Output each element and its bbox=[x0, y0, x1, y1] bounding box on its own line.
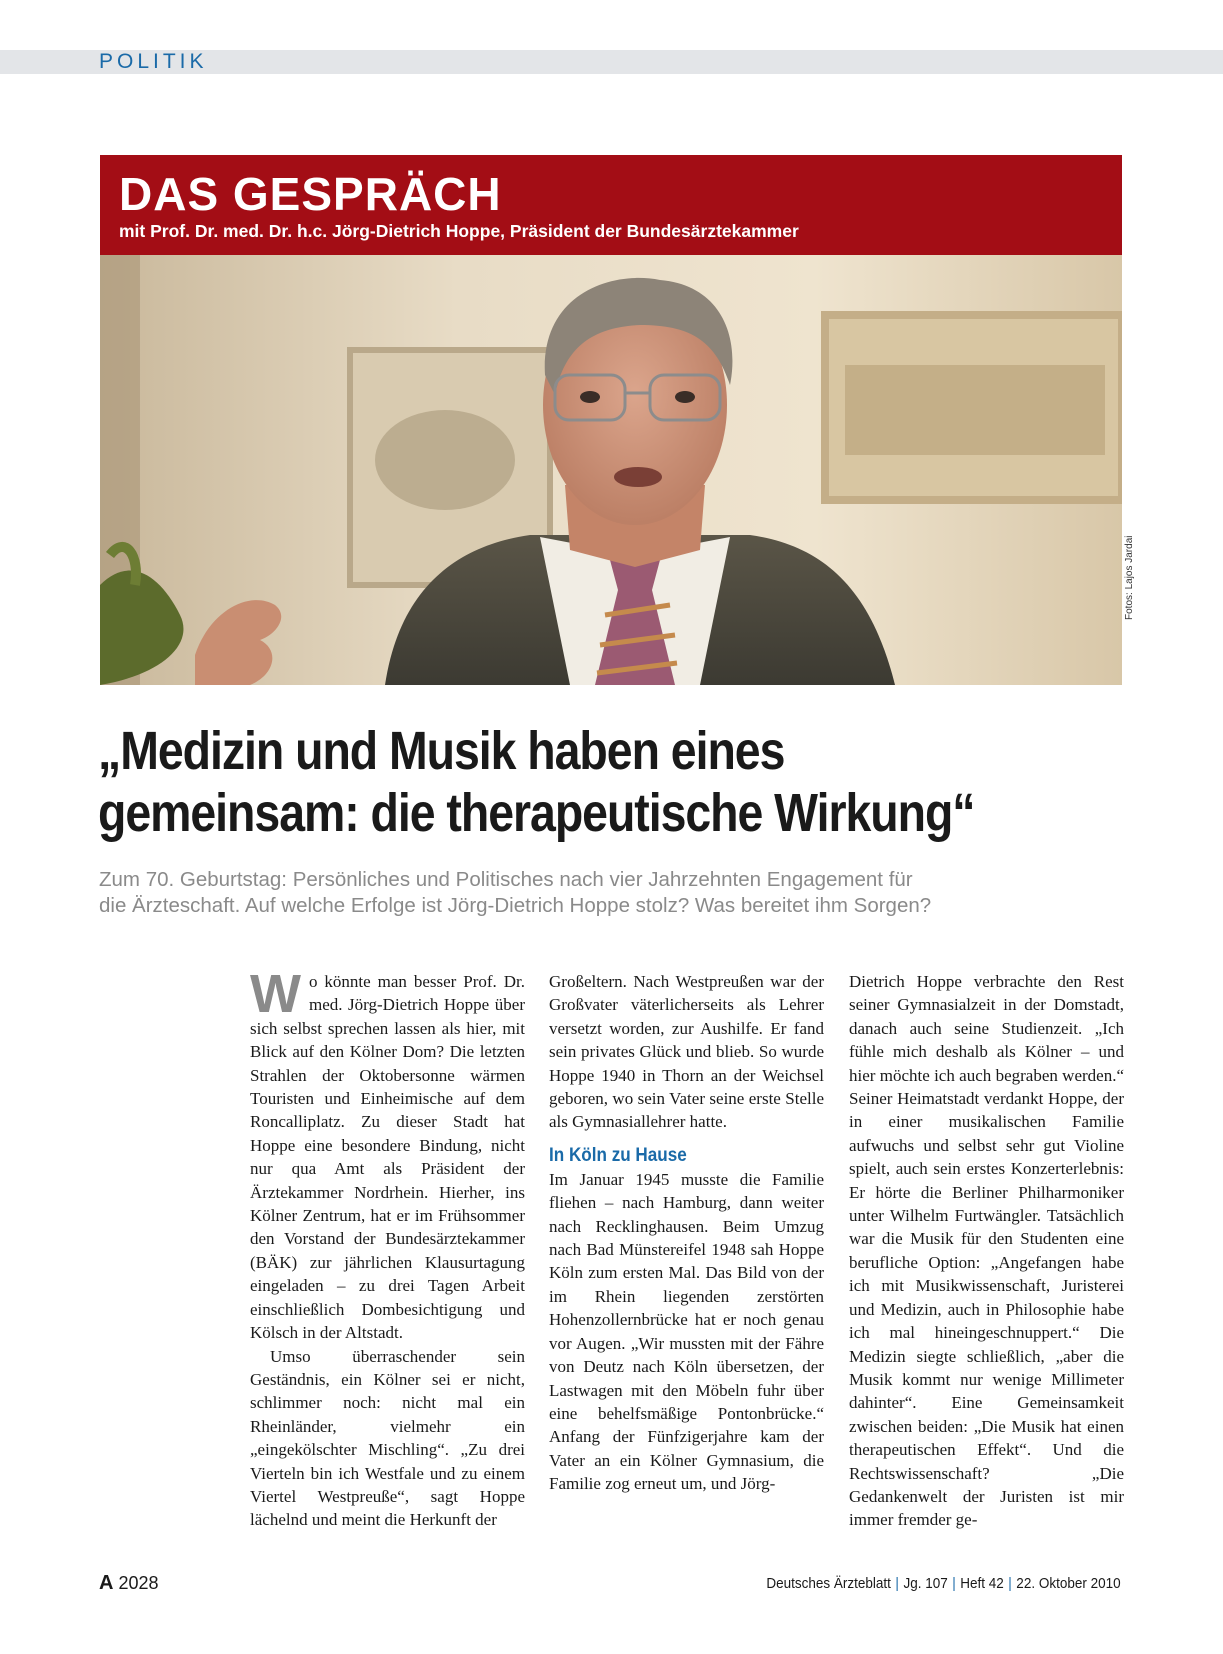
section-label: POLITIK bbox=[99, 50, 208, 73]
headline-line-2: gemeinsam: die therapeutische Wirkung“ bbox=[98, 783, 975, 843]
article-headline bbox=[98, 720, 1121, 844]
article-column-1 bbox=[250, 964, 525, 1532]
journal-date: 22. Oktober 2010 bbox=[1016, 1575, 1121, 1592]
section-subheading: In Köln zu Hause bbox=[549, 1144, 687, 1166]
journal-name: Deutsches Ärzteblatt bbox=[766, 1575, 892, 1592]
page-prefix: A bbox=[99, 1572, 114, 1594]
divider: | bbox=[1008, 1575, 1013, 1592]
page-number bbox=[99, 1572, 159, 1595]
drop-cap: W bbox=[250, 964, 301, 1024]
lede-line-2: die Ärzteschaft. Auf welche Erfolge ist Jörg-Dietrich Hoppe stolz? Was bereitet ihm Sorgen? bbox=[99, 894, 932, 917]
article-lede bbox=[99, 867, 1099, 919]
paragraph-text: o könnte man besser Prof. Dr. med. Jörg-Dietrich Hoppe über sich selbst sprechen lassen als hier, mit Blick auf den Kölner Dom? Die letzten Strahlen der Oktobersonne wärmen Touristen und Einheimische auf dem Roncalliplatz. Zu dieser Stadt hat Hoppe eine besondere Bindung, nicht nur qua Amt als Präsident der Ärztekammer Nordrhein. Hierher, ins Kölner Zentrum, hat er im Frühsommer den Vorstand der Bundesärztekammer (BÄK) zur jährlichen Klausurtagung eingeladen – zu drei Tagen Arbeit einschließlich Dombesichtigung und Kölsch in der Altstadt. bbox=[250, 972, 525, 1343]
lede-line-1: Zum 70. Geburtstag: Persönliches und Politisches nach vier Jahrzehnten Engagement für bbox=[99, 868, 913, 891]
journal-issue: Heft 42 bbox=[960, 1575, 1005, 1592]
paragraph: Umso überraschender sein Geständnis, ein Kölner sei er nicht, schlimmer noch: nicht mal ein Rheinländer, vielmehr ein „eingekölschter Mischling“. „Zu drei Vierteln bin ich Westfale und zu einem Viertel Westpreuße“, sagt Hoppe lächelnd und meint die Herkunft der bbox=[250, 1346, 525, 1530]
article-column-3 bbox=[849, 970, 1124, 1532]
article-column-2 bbox=[549, 970, 824, 1496]
paragraph: Dietrich Hoppe verbrachte den Rest seiner Gymnasialzeit in der Domstadt, danach auch seine Studienzeit. „Ich fühle mich deshalb als Kölner – und hier möchte ich auch begraben werden.“ Seiner Heimatstadt verdankt Hoppe, der in einer musikalischen Familie aufwuchs und selbst sehr gut Violine spielt, auch sein erstes Konzerterlebnis: Er hörte die Berliner Philharmoniker unter Wilhelm Furtwängler. Tatsächlich war die Musik für den Studenten eine berufliche Option: „Angefangen habe ich mit Musikwissenschaft, Juristerei und Medizin, auch in Philosophie habe ich mal hineingeschnuppert.“ Die Medizin siegte schließlich, „aber die Musik kommt nur wenige Millimeter dahinter“. Eine Gemeinsamkeit zwischen beiden: „Die Musik hat einen therapeutischen Effekt“. Und die Rechtswissenschaft? „Die Gedankenwelt der Juristen ist mir immer fremder ge- bbox=[849, 972, 1124, 1530]
portrait-photo bbox=[100, 255, 1122, 685]
interview-banner bbox=[100, 155, 1122, 255]
journal-volume: Jg. 107 bbox=[903, 1575, 949, 1592]
paragraph: Im Januar 1945 musste die Familie fliehen – nach Hamburg, dann weiter nach Recklinghausen. Beim Umzug nach Bad Münstereifel 1948 sah Hoppe Köln zum ersten Mal. Das Bild von der im Rhein liegenden zerstörten Hohenzollernbrücke hat er noch genau vor Augen. „Wir mussten mit der Fähre von Deutz nach Köln übersetzen, der Lastwagen mit den Möbeln fuhr über eine behelfsmäßige Pontonbrücke.“ Anfang der Fünfzigerjahre kam der Vater an ein Kölner Gymnasium, die Familie zog erneut um, und Jörg- bbox=[549, 1169, 824, 1494]
headline-line-1: „Medizin und Musik haben eines bbox=[98, 721, 785, 781]
divider: | bbox=[952, 1575, 957, 1592]
divider: | bbox=[895, 1575, 900, 1592]
photo-credit: Fotos: Lajos Jardai bbox=[1124, 535, 1135, 620]
page-number-value: 2028 bbox=[118, 1573, 159, 1593]
paragraph: Großeltern. Nach Westpreußen war der Großvater väterlicherseits als Lehrer versetzt worden, zur Aushilfe. Er fand sein privates Glück und blieb. So wurde Hoppe 1940 in Thorn an der Weichsel geboren, wo sein Vater seine erste Stelle als Gymnasiallehrer hatte. bbox=[549, 972, 824, 1132]
banner-title: DAS GESPRÄCH bbox=[119, 168, 502, 220]
paragraph bbox=[250, 964, 525, 1345]
banner-subtitle: mit Prof. Dr. med. Dr. h.c. Jörg-Dietrich Hoppe, Präsident der Bundesärztekammer bbox=[119, 221, 799, 241]
journal-footer bbox=[767, 1575, 1121, 1592]
